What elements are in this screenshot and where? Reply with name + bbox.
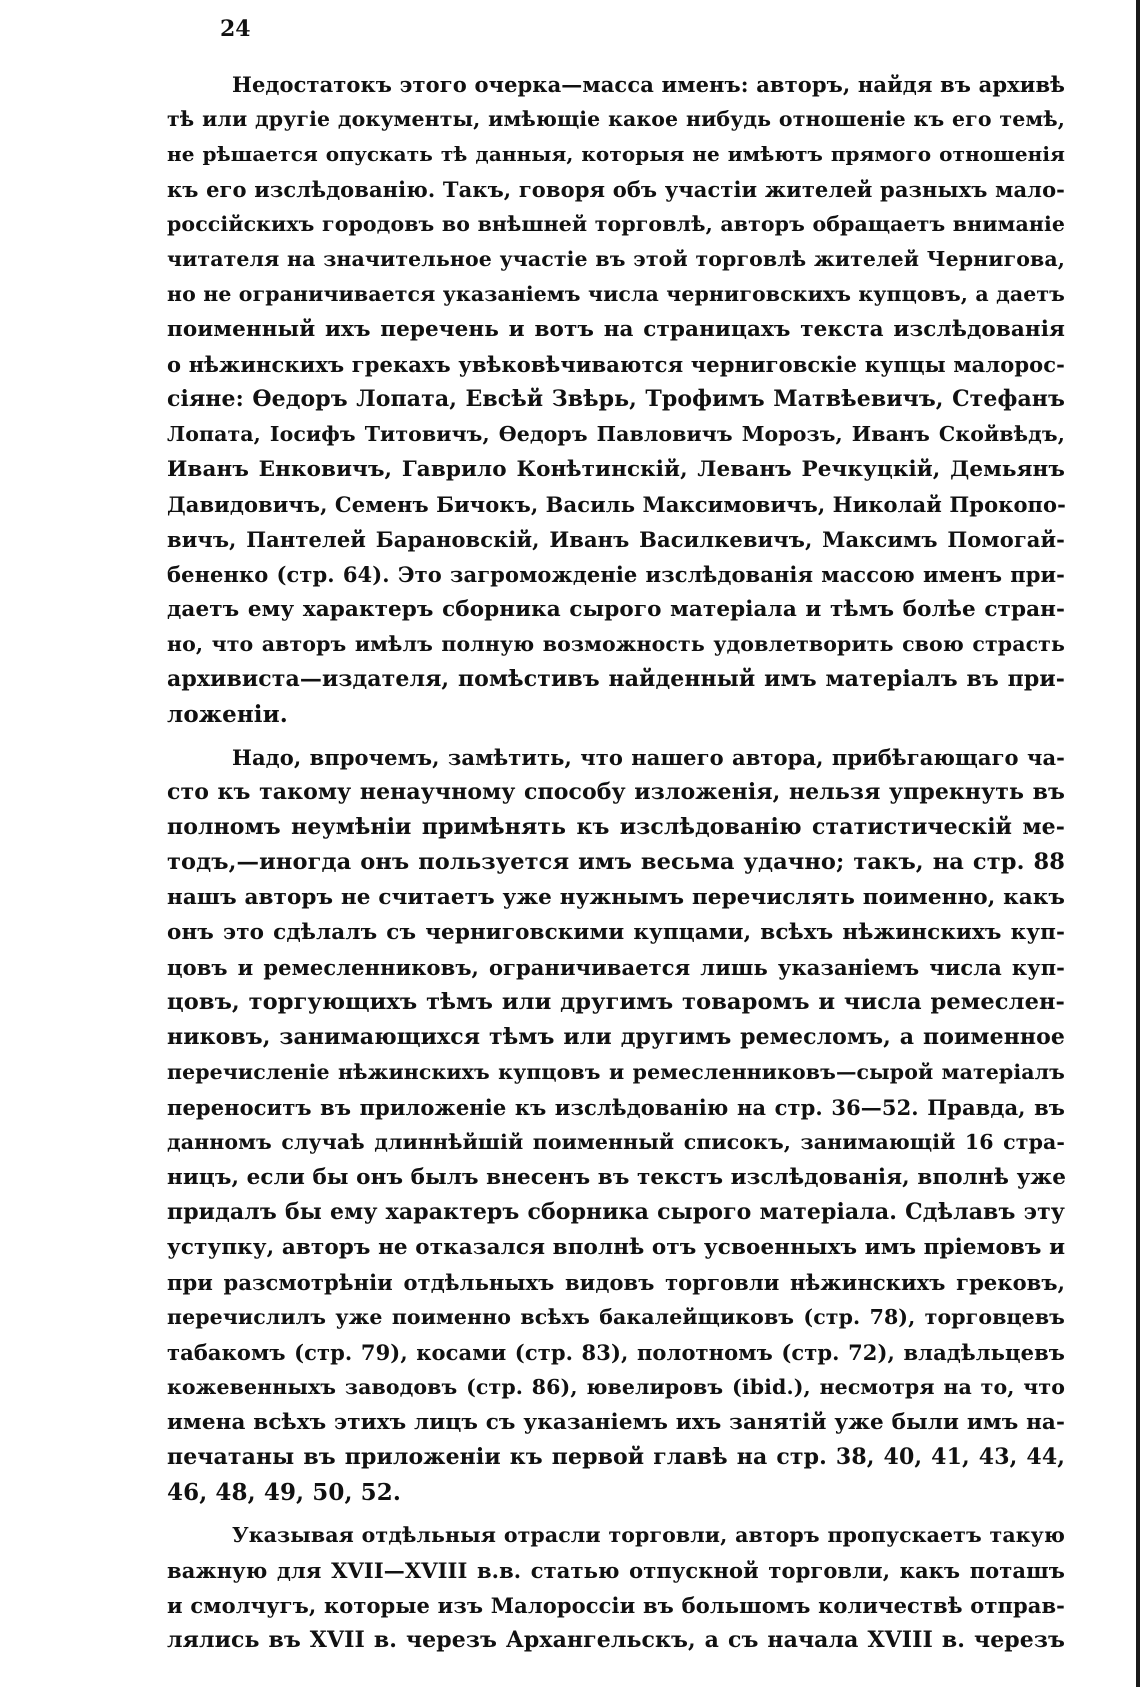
text-line: важную для XVII—XVIII в.в. статью отпускной торговли, какъ поташъ [167, 1558, 1065, 1583]
page-number: 24 [220, 16, 251, 42]
text-line: вичъ, Пантелей Барановскій, Иванъ Василкевичъ, Максимъ Помогай- [167, 527, 1065, 552]
text-line: сіяне: Ѳедоръ Лопата, Евсѣй Звѣрь, Трофимъ Матвѣевичъ, Стефанъ [167, 386, 1065, 412]
text-line: даетъ ему характеръ сборника сырого матеріала и тѣмъ болѣе стран- [167, 597, 1065, 622]
text-line: перечислилъ уже поименно всѣхъ бакалейщиковъ (стр. 78), торговцевъ [167, 1305, 1065, 1329]
text-line: Лопата, Іосифъ Титовичъ, Ѳедоръ Павловичъ Морозъ, Иванъ Скойвѣдъ, [167, 422, 1065, 446]
text-line: ницъ, если бы онъ былъ внесенъ въ текстъ изслѣдованія, вполнѣ уже [167, 1165, 1067, 1190]
text-line: данномъ случаѣ длиннѣйшій поименный списокъ, занимающій 16 стра- [167, 1130, 1065, 1154]
text-line: и смолчугъ, которые изъ Малороссіи въ большомъ количествѣ отправ- [167, 1593, 1065, 1618]
text-line: Иванъ Енковичъ, Гаврило Конѣтинскій, Леванъ Речкуцкій, Демьянъ [167, 457, 1065, 482]
text-line: ложеніи. [167, 701, 288, 728]
text-line: никовъ, занимающихся тѣмъ или другимъ ремесломъ, а поименное [167, 1024, 1065, 1050]
text-line: тѣ или другіе документы, имѣющіе какое нибудь отношеніе къ его темѣ, [167, 107, 1065, 131]
text-line: полномъ неумѣніи примѣнять къ изслѣдованію статистическій ме- [167, 814, 1065, 840]
paragraph [167, 740, 1065, 1510]
paragraph [167, 67, 1065, 732]
text-line: имена всѣхъ этихъ лицъ съ указаніемъ ихъ занятій уже были имъ на- [167, 1410, 1065, 1435]
text-line: Давидовичъ, Семенъ Бичокъ, Василь Максимовичъ, Николай Прокопо- [167, 492, 1066, 517]
text-line: печатаны въ приложеніи къ первой главѣ на стр. 38, 40, 41, 43, 44, [167, 1444, 1065, 1470]
text-line: къ его изслѣдованію. Такъ, говоря объ участіи жителей разныхъ мало- [167, 177, 1065, 202]
text-line: тодъ,—иногда онъ пользуется имъ весьма удачно; такъ, на стр. 88 [167, 849, 1065, 875]
text-line: лялись въ XVII в. черезъ Архангельскъ, а съ начала XVIII в. черезъ [167, 1627, 1065, 1653]
text-line: нашъ авторъ не считаетъ уже нужнымъ перечислять поименно, какъ [167, 885, 1065, 910]
text-line: 46, 48, 49, 50, 52. [167, 1479, 401, 1506]
text-line: переноситъ въ приложеніе къ изслѣдованію на стр. 36—52. Правда, въ [167, 1095, 1065, 1120]
text-line: цовъ и ремесленниковъ, ограничивается лишь указаніемъ числа куп- [167, 955, 1065, 980]
text-line: при разсмотрѣніи отдѣльныхъ видовъ торговли нѣжинскихъ грековъ, [167, 1270, 1065, 1295]
text-line: Недостатокъ этого очерка—масса именъ: авторъ, найдя въ архивѣ [232, 72, 1065, 97]
text-line: Надо, впрочемъ, замѣтить, что нашего автора, прибѣгающаго ча- [232, 745, 1065, 770]
text-line: бененко (стр. 64). Это загроможденіе изслѣдованія массою именъ при- [167, 562, 1065, 587]
text-line: придалъ бы ему характеръ сборника сырого матеріала. Сдѣлавъ эту [167, 1199, 1065, 1225]
text-line: уступку, авторъ не отказался вполнѣ отъ усвоенныхъ имъ пріемовъ и [167, 1235, 1066, 1260]
text-line: цовъ, торгующихъ тѣмъ или другимъ товаромъ и числа ремеслен- [167, 989, 1065, 1015]
text-line: табакомъ (стр. 79), косами (стр. 83), полотномъ (стр. 72), владѣльцевъ [167, 1340, 1065, 1365]
text-line: поименный ихъ перечень и вотъ на страницахъ текста изслѣдованія [167, 317, 1065, 342]
text-line: кожевенныхъ заводовъ (стр. 86), ювелировъ (ibid.), несмотря на то, что [167, 1375, 1065, 1399]
text-line: перечисленіе нѣжинскихъ купцовъ и ремесленниковъ—сырой матеріалъ [167, 1060, 1065, 1084]
text-line: онъ это сдѣлалъ съ черниговскими купцами, всѣхъ нѣжинскихъ куп- [167, 920, 1065, 945]
text-line: сто къ такому ненаучному способу изложенія, нельзя упрекнуть въ [167, 779, 1065, 805]
text-line: но не ограничивается указаніемъ числа черниговскихъ купцовъ, а даетъ [167, 282, 1065, 306]
page-edge-rule [1136, 0, 1140, 1687]
text-line: Указывая отдѣльныя отрасли торговли, авторъ пропускаетъ такую [232, 1523, 1065, 1547]
paragraph [167, 1518, 1065, 1658]
text-line: россійскихъ городовъ во внѣшней торговлѣ, авторъ обращаетъ вниманіе [167, 212, 1065, 236]
text-line: архивиста—издателя, помѣстивъ найденный имъ матеріалъ въ при- [167, 666, 1065, 692]
text-line: но, что авторъ имѣлъ полную возможность удовлетворить свою страсть [167, 632, 1065, 656]
text-line: о нѣжинскихъ грекахъ увѣковѣчиваются черниговскіе купцы малорос- [167, 352, 1065, 377]
text-line: не рѣшается опускать тѣ данныя, которыя не имѣютъ прямого отношенія [167, 142, 1065, 166]
page-body [167, 67, 1065, 1666]
text-line: читателя на значительное участіе въ этой торговлѣ жителей Чернигова, [167, 247, 1065, 271]
